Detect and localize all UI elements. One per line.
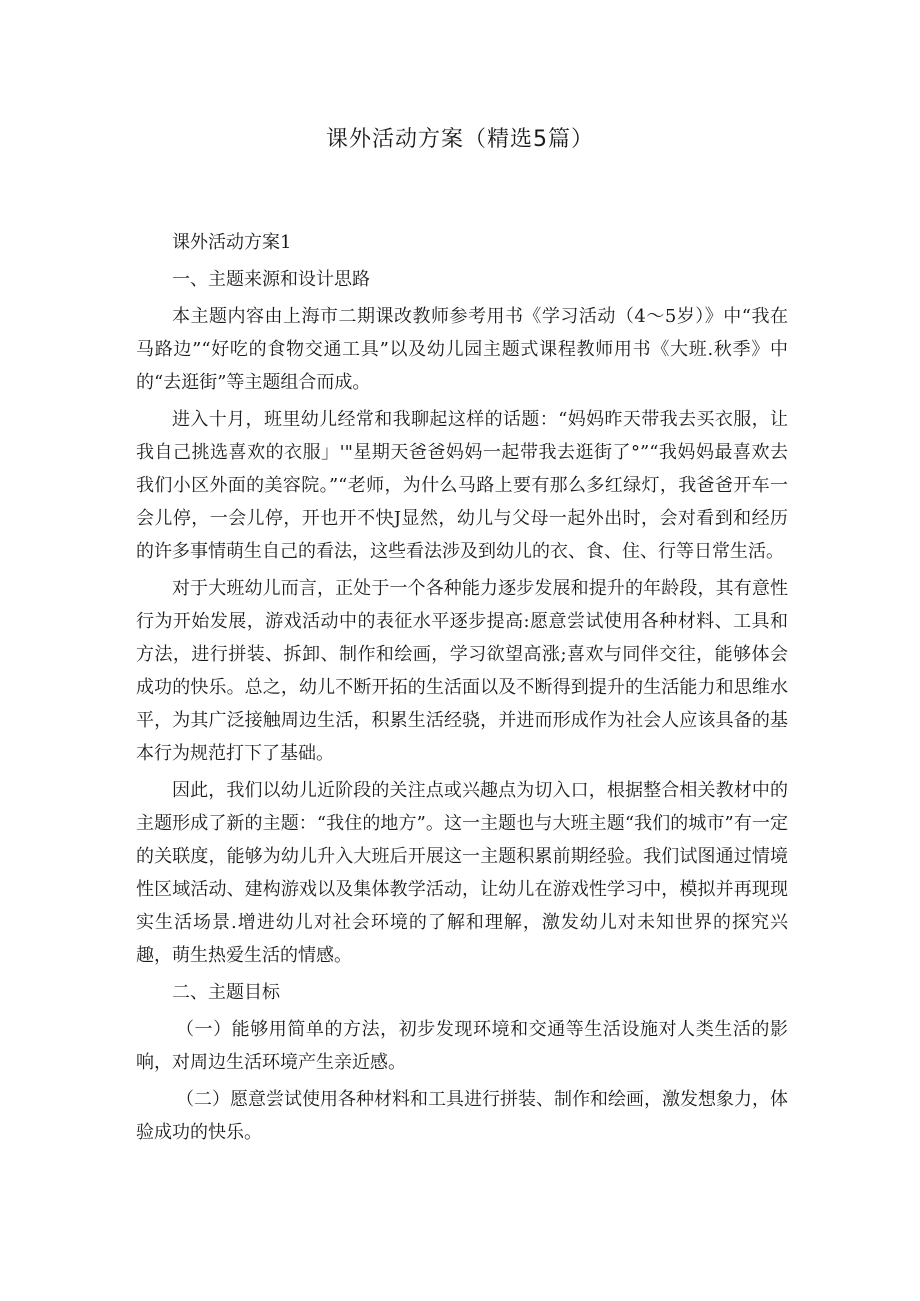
paragraph: 对于大班幼儿而言，正处于一个各种能力逐步发展和提升的年龄段，其有意性行为开始发展，游戏活动中的表征水平逐步提高:愿意尝试使用各种材料、工具和方法，进行拼装、拆卸、制作和绘画，学习欲望高涨;喜欢与同伴交往，能够体会成功的快乐。总之，幼儿不断开拓的生活面以及不断得到提升的生活能力和思维水平，为其广泛接触周边生活，积累生活经骁，并进而形成作为社会人应该具备的基本行为规范打下了基础。	[136, 578, 788, 764]
subsection-heading: 二、主题目标	[172, 982, 280, 1003]
document-body	[136, 226, 788, 1153]
paragraph: 本主题内容由上海市二期课改教师参考用书《学习活动（4～5岁）》中“我在马路边”“好吃的食物交通工具”以及幼儿园主题式课程教师用书《大班.秋季》中的“去逛街”等主题组合而成。	[136, 306, 788, 393]
document-title: 课外活动方案（精选5篇）	[326, 127, 594, 152]
section-heading: 课外活动方案1	[172, 232, 292, 253]
paragraph: 进入十月，班里幼儿经常和我聊起这样的话题：“妈妈昨天带我去买衣服，让我自己挑选喜欢的衣服」'"星期天爸爸妈妈一起带我去逛街了°”“我妈妈最喜欢去我们小区外面的美容院。”“老师，为什么马路上要有那么多红绿灯，我爸爸开车一会儿停，一会儿停，开也开不快J显然，幼儿与父母一起外出时，会对看到和经历的许多事情萌生自己的看法，这些看法涉及到幼儿的衣、食、住、行等日常生活。	[136, 409, 788, 562]
paragraph: 因此，我们以幼儿近阶段的关注点或兴趣点为切入口，根据整合相关教材中的主题形成了新的主题：“我住的地方”。这一主题也与大班主题“我们的城市”有一定的关联度，能够为幼儿升入大班后开展这一主题积累前期经验。我们试图通过情境性区域活动、建构游戏以及集体教学活动，让幼儿在游戏性学习中，模拟并再现现实生活场景.增进幼儿对社会环境的了解和理解，激发幼儿对未知世界的探究兴趣，萌生热爱生活的情感。	[136, 780, 788, 966]
goal-item: （二）愿意尝试使用各种材料和工具进行拼装、制作和绘画，激发想象力，体验成功的快乐。	[136, 1089, 788, 1143]
subsection-heading: 一、主题来源和设计思路	[172, 269, 370, 290]
goal-item: （一）能够用简单的方法，初步发现环境和交通等生活设施对人类生活的影响，对周边生活环境产生亲近感。	[136, 1019, 788, 1073]
